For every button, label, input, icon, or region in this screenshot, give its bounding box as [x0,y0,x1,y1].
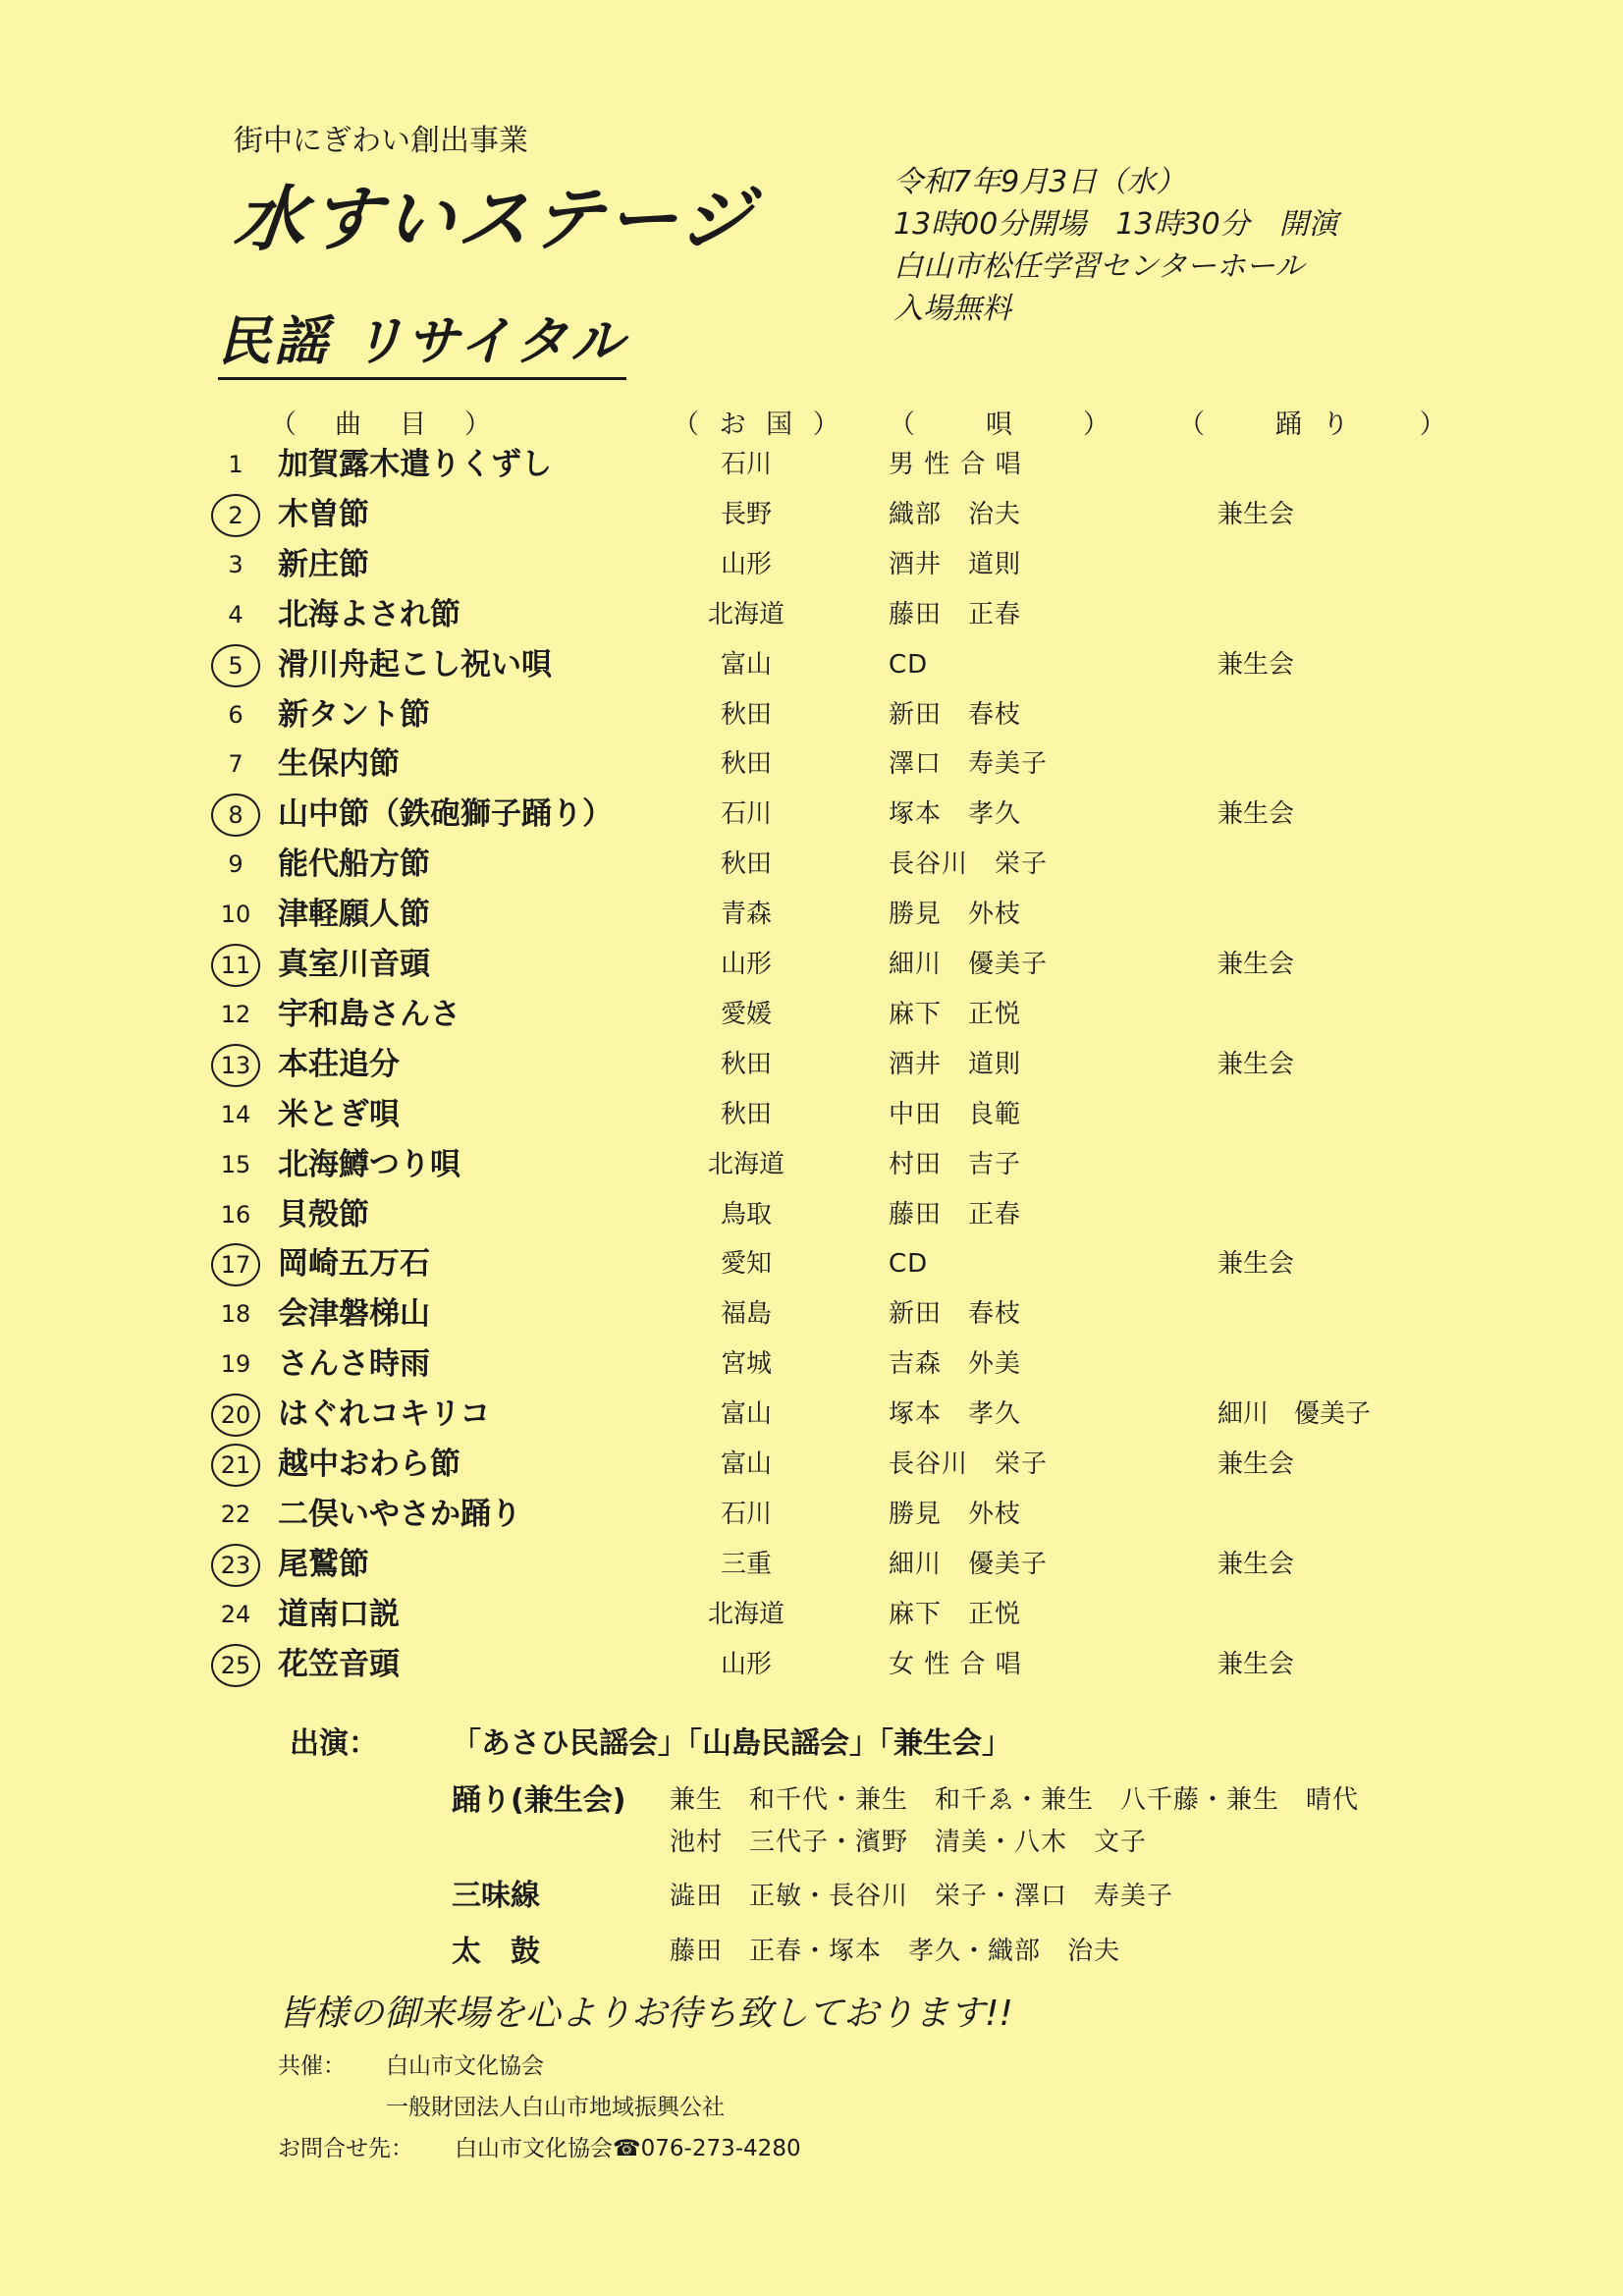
song-prefecture: 鳥取 [720,1199,772,1230]
song-dance: 兼生会 [1217,1549,1295,1579]
song-singer: 中田 良範 [889,1099,1022,1129]
song-singer: 男 性 合 唱 [889,450,1022,479]
event-subtitle: 街中にぎわい創出事業 [234,124,528,158]
song-dance: 兼生会 [1217,1649,1295,1679]
song-prefecture: 石川 [720,450,772,479]
column-header-song: （ 曲 目 ） [270,410,497,440]
song-title: 会津磐梯山 [278,1296,430,1333]
song-title: 道南口説 [278,1596,400,1632]
song-singer: 麻下 正悦 [889,999,1022,1029]
song-title: 新タント節 [278,696,430,733]
program-number: 1 [228,451,243,478]
song-singer: 女 性 合 唱 [889,1649,1022,1679]
program-row [0,590,1623,639]
song-title: 山中節（鉄砲獅子踊り） [278,796,613,833]
program-row [0,1440,1623,1489]
song-title: 岡崎五万石 [278,1246,430,1283]
song-prefecture: 福島 [720,1299,772,1330]
song-singer: 澤口 寿美子 [889,749,1049,780]
song-title: 越中おわら節 [278,1447,460,1482]
program-row [0,640,1623,689]
song-prefecture: 秋田 [720,1099,772,1129]
song-title: 能代船方節 [278,847,430,883]
song-prefecture: 愛媛 [720,999,772,1029]
program-number: 19 [220,1350,251,1379]
song-title: 花笠音頭 [278,1646,400,1682]
program-number: 22 [220,1500,251,1528]
program-number: 10 [220,901,251,929]
song-title: 尾鷲節 [278,1546,369,1582]
program-row [0,540,1623,589]
column-header-dance: （ 踊 り ） [1178,410,1452,440]
performers-label: 出演： [290,1726,378,1761]
welcome-message: 皆様の御来場を心よりお待ち致しております!! [278,1994,1013,2034]
contact-label: お問合せ先： [278,2136,413,2161]
program-number: 18 [220,1300,251,1329]
song-title: 本荘追分 [278,1046,400,1082]
song-dance: 細川 優美子 [1217,1399,1372,1430]
program-row [0,940,1623,989]
song-prefecture: 石川 [720,1499,772,1529]
program-number-circled: 21 [201,1440,270,1490]
song-prefecture: 北海道 [707,1599,784,1629]
song-dance: 兼生会 [1217,1049,1295,1079]
song-title: 北海鱒つり唄 [278,1146,460,1182]
song-singer: 藤田 正春 [889,599,1022,629]
program-row [0,1390,1623,1439]
song-title: 二俣いやさか踊り [278,1496,521,1532]
program-row [0,890,1623,939]
song-prefecture: 秋田 [720,749,772,780]
song-title: 米とぎ唄 [278,1096,400,1132]
song-singer: 織部 治夫 [889,499,1022,529]
song-title: 貝殻節 [278,1196,369,1232]
dance-role-label: 踊り(兼生会) [452,1783,626,1818]
program-number-circled: 5 [201,640,270,690]
song-prefecture: 富山 [720,1449,772,1479]
song-singer: 新田 春枝 [889,1299,1022,1330]
song-prefecture: 北海道 [707,599,784,629]
program-row [0,1490,1623,1539]
program-row [0,1239,1623,1288]
song-prefecture: 秋田 [720,849,772,880]
program-row [0,440,1623,489]
song-singer: 勝見 外枝 [889,1499,1022,1529]
program-number: 3 [228,550,243,578]
song-singer: 細川 優美子 [889,950,1049,979]
song-prefecture: 愛知 [720,1249,772,1280]
dance-names-line1: 兼生 和千代・兼生 和千ゑ・兼生 八千藤・兼生 晴代 [670,1785,1360,1815]
cohost-1: 白山市文化協会 [386,2053,544,2079]
song-title: 新庄節 [278,546,369,582]
program-number: 7 [228,750,243,779]
cohost-2: 一般財団法人白山市地域振興公社 [386,2095,725,2120]
contact-info: 白山市文化協会☎076-273-4280 [455,2136,801,2161]
song-prefecture: 山形 [720,549,772,579]
song-prefecture: 山形 [720,1649,772,1679]
song-title: 真室川音頭 [278,947,430,982]
song-singer: 塚本 孝久 [889,1399,1022,1430]
program-number: 24 [220,1600,251,1628]
event-venue: 白山市松任学習センターホール [893,249,1305,284]
program-number-circled: 20 [201,1390,270,1440]
program-number-circled: 2 [201,490,270,540]
song-singer: 長谷川 栄子 [889,849,1049,880]
program-number: 14 [220,1100,251,1128]
taiko-role-label: 太 鼓 [452,1935,540,1969]
program-number-circled: 25 [201,1640,270,1690]
program-number-circled: 17 [201,1239,270,1289]
program-number-circled: 8 [201,790,270,840]
song-singer: 長谷川 栄子 [889,1449,1049,1479]
song-singer: 塚本 孝久 [889,799,1022,830]
program-row [0,1190,1623,1239]
song-singer: 新田 春枝 [889,699,1022,730]
shamisen-names: 澁田 正敏・長谷川 栄子・澤口 寿美子 [670,1882,1174,1911]
performer-groups: 「あさひ民謡会」「山島民謡会」「兼生会」 [452,1726,1011,1761]
song-title: 北海よされ節 [278,596,460,632]
program-row [0,1540,1623,1589]
program-row [0,1590,1623,1639]
program-number: 12 [220,1000,251,1028]
song-prefecture: 北海道 [707,1149,784,1179]
program-row [0,1339,1623,1389]
program-number: 4 [228,600,243,629]
song-title: 滑川舟起こし祝い唄 [278,646,552,683]
song-dance: 兼生会 [1217,799,1295,830]
song-singer: 村田 吉子 [889,1149,1022,1179]
song-singer: 藤田 正春 [889,1199,1022,1230]
program-number: 9 [228,850,243,879]
song-singer: CD [889,1249,929,1280]
song-dance: 兼生会 [1217,499,1295,529]
event-admission: 入場無料 [893,292,1011,326]
program-row [0,1040,1623,1089]
song-dance: 兼生会 [1217,950,1295,979]
song-title: 生保内節 [278,746,400,783]
song-prefecture: 秋田 [720,699,772,730]
song-singer: 酒井 道則 [889,549,1022,579]
program-row [0,1140,1623,1189]
taiko-names: 藤田 正春・塚本 孝久・織部 治夫 [670,1937,1121,1966]
column-header-singer: （ 唄 ） [889,410,1115,440]
song-title: 木曽節 [278,496,369,532]
cohost-label: 共催： [278,2053,346,2079]
song-singer: 吉森 外美 [889,1349,1022,1380]
song-title: 津軽願人節 [278,897,430,933]
song-prefecture: 長野 [720,499,772,529]
program-row [0,1090,1623,1139]
program-number-circled: 13 [201,1040,270,1090]
song-singer: 細川 優美子 [889,1549,1049,1579]
song-singer: 麻下 正悦 [889,1599,1022,1629]
song-dance: 兼生会 [1217,1449,1295,1479]
program-row [0,790,1623,839]
song-title: はぐれコキリコ [278,1396,491,1433]
song-singer: CD [889,649,929,680]
song-title: 加賀露木遣りくずし [278,447,552,482]
program-number: 15 [220,1150,251,1178]
program-row [0,739,1623,789]
program-row [0,690,1623,739]
program-row [0,1640,1623,1689]
event-date: 令和7年9月3日（水） [893,165,1186,199]
program-number: 6 [228,700,243,729]
shamisen-role-label: 三味線 [452,1879,540,1913]
event-time: 13時00分開場 13時30分 開演 [893,207,1338,242]
song-prefecture: 山形 [720,950,772,979]
song-prefecture: 青森 [720,900,772,930]
song-dance: 兼生会 [1217,649,1295,680]
program-number: 16 [220,1200,251,1229]
song-prefecture: 宮城 [720,1349,772,1380]
program-row [0,990,1623,1039]
song-prefecture: 富山 [720,649,772,680]
song-prefecture: 三重 [720,1549,772,1579]
song-dance: 兼生会 [1217,1249,1295,1280]
song-prefecture: 秋田 [720,1049,772,1079]
program-number-circled: 11 [201,940,270,990]
program-row [0,490,1623,539]
song-prefecture: 石川 [720,799,772,830]
event-title: 水すいステージ [230,178,759,260]
program-number-circled: 23 [201,1540,270,1590]
song-singer: 酒井 道則 [889,1049,1022,1079]
recital-title: 民謡 リサイタル [218,300,626,380]
song-prefecture: 富山 [720,1399,772,1430]
program-row [0,840,1623,889]
song-singer: 勝見 外枝 [889,900,1022,930]
column-header-pref: （ お 国 ） [673,410,845,440]
song-title: さんさ時雨 [278,1346,430,1383]
program-row [0,1289,1623,1339]
song-title: 宇和島さんさ [278,996,460,1032]
dance-names-line2: 池村 三代子・濱野 清美・八木 文子 [670,1828,1148,1857]
